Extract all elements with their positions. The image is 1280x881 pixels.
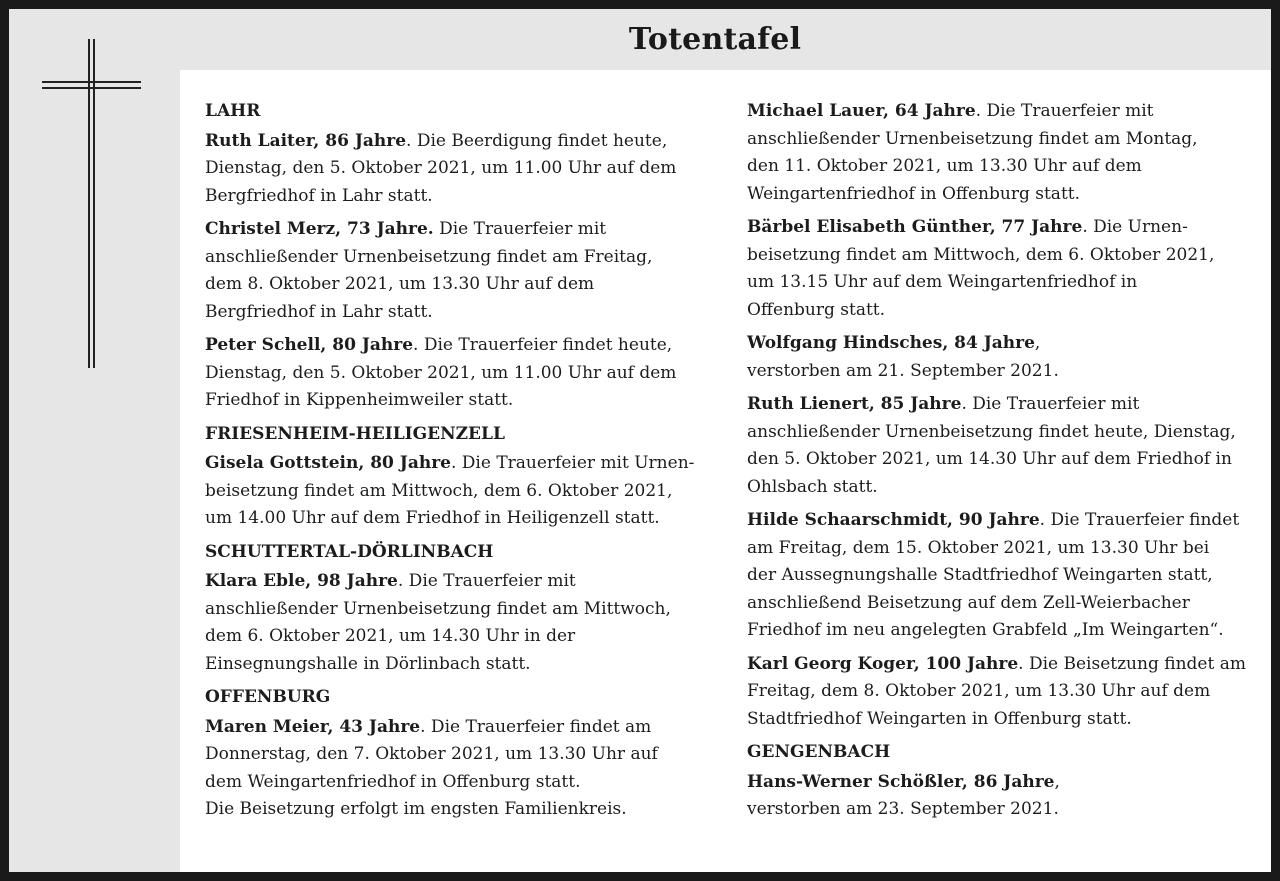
section-heading-lahr: LAHR [205, 101, 261, 121]
cross-icon [42, 39, 142, 374]
deceased-name: Ruth Laiter, 86 Jahre [205, 130, 407, 151]
deceased-name: Michael Lauer, 64 Jahre [747, 101, 976, 121]
obituary-entry [747, 98, 1252, 208]
obituary-entry [747, 651, 1252, 734]
obituary-entry [205, 332, 710, 415]
obituary-list [180, 70, 1271, 872]
obituary-entry [205, 128, 710, 211]
obituary-entry [747, 769, 1252, 824]
left-column [205, 98, 710, 830]
section-heading-schuttertal: SCHUTTERTAL-DÖRLINBACH [205, 541, 494, 562]
obituary-entry [747, 507, 1252, 645]
deceased-name: Hilde Schaarschmidt, 90 Jahre [747, 510, 1040, 530]
entry-text: . Die Beisetzung findet am Freitag, dem 8. Oktober 2021, um 13.30 Uhr auf dem Stadtfriedhof Weingarten in Offenburg statt. [747, 653, 1246, 729]
obituary-entry [205, 568, 710, 678]
header-bar [9, 9, 1271, 70]
entry-text: . Die Trauerfeier mit anschließender Urnenbeisetzung findet heute, Dienstag, den 5. Oktober 2021, um 14.30 Uhr auf dem Friedhof in Ohlsbach statt. [747, 394, 1236, 497]
deceased-name: Ruth Lienert, 85 Jahre [747, 394, 962, 414]
obituary-entry [747, 214, 1252, 324]
deceased-name: Karl Georg Koger, 100 Jahre [747, 653, 1019, 674]
right-column [747, 98, 1252, 830]
obituary-entry [205, 714, 710, 824]
obituary-entry [747, 330, 1252, 385]
entry-text: . Die Urnen- beisetzung findet am Mittwoch, dem 6. Oktober 2021, um 13.15 Uhr auf dem Weingartenfriedhof in Offenburg statt. [747, 217, 1215, 320]
entry-text: , verstorben am 21. September 2021. [747, 333, 1059, 381]
deceased-name: Wolfgang Hindsches, 84 Jahre [747, 333, 1035, 353]
obituary-entry [747, 391, 1252, 501]
entry-text: , verstorben am 23. September 2021. [747, 771, 1060, 819]
entry-text: . Die Trauerfeier mit Urnen- beisetzung findet am Mittwoch, dem 6. Oktober 2021, um 14.00 Uhr auf dem Friedhof in Heiligenzell statt. [205, 453, 695, 528]
deceased-name: Bärbel Elisabeth Günther, 77 Jahre [747, 217, 1083, 237]
entry-text: Die Trauerfeier mit anschließender Urnenbeisetzung findet am Freitag, dem 8. Oktober 2021, um 13.30 Uhr auf dem Bergfriedhof in Lahr statt. [205, 219, 653, 322]
entry-text: . Die Trauerfeier mit anschließender Urnenbeisetzung findet am Mittwoch, dem 6. Oktober 2021, um 14.30 Uhr in der Einsegnungshalle in Dörlinbach statt. [205, 571, 671, 674]
deceased-name: Christel Merz, 73 Jahre. [205, 219, 434, 239]
obituary-entry [205, 216, 710, 326]
entry-text: . Die Trauerfeier findet heute, Dienstag, den 5. Oktober 2021, um 11.00 Uhr auf dem Friedhof in Kippenheimweiler statt. [205, 335, 677, 410]
deceased-name: Maren Meier, 43 Jahre [205, 716, 421, 737]
entry-text: . Die Trauerfeier findet am Donnerstag, den 7. Oktober 2021, um 13.30 Uhr auf dem Weingartenfriedhof in Offenburg statt. Die Beisetzung erfolgt im engsten Familienkreis. [205, 716, 658, 819]
section-heading-gengenbach: GENGENBACH [747, 742, 891, 762]
section-heading-offenburg: OFFENBURG [205, 687, 331, 707]
deceased-name: Gisela Gottstein, 80 Jahre [205, 453, 451, 473]
deceased-name: Hans-Werner Schößler, 86 Jahre [747, 771, 1055, 792]
deceased-name: Klara Eble, 98 Jahre [205, 571, 398, 591]
entry-text: . Die Trauerfeier findet am Freitag, dem 15. Oktober 2021, um 13.30 Uhr bei der Aussegnungshalle Stadtfriedhof Weingarten statt, anschließend Beisetzung auf dem Zell-Weierbacher Friedhof im neu angelegten Grabfeld „Im Weingarten“. [747, 510, 1240, 640]
obituary-entry [205, 450, 710, 533]
entry-text: . Die Trauerfeier mit anschließender Urnenbeisetzung findet am Montag, den 11. Oktober 2021, um 13.30 Uhr auf dem Weingartenfriedhof in Offenburg statt. [747, 101, 1198, 204]
obituary-board [9, 9, 1271, 872]
entry-text: . Die Beerdigung findet heute, Dienstag, den 5. Oktober 2021, um 11.00 Uhr auf dem Bergfriedhof in Lahr statt. [205, 130, 677, 206]
deceased-name: Peter Schell, 80 Jahre [205, 335, 414, 355]
page-title: Totentafel [628, 22, 802, 57]
section-heading-friesenheim: FRIESENHEIM-HEILIGENZELL [205, 423, 505, 444]
